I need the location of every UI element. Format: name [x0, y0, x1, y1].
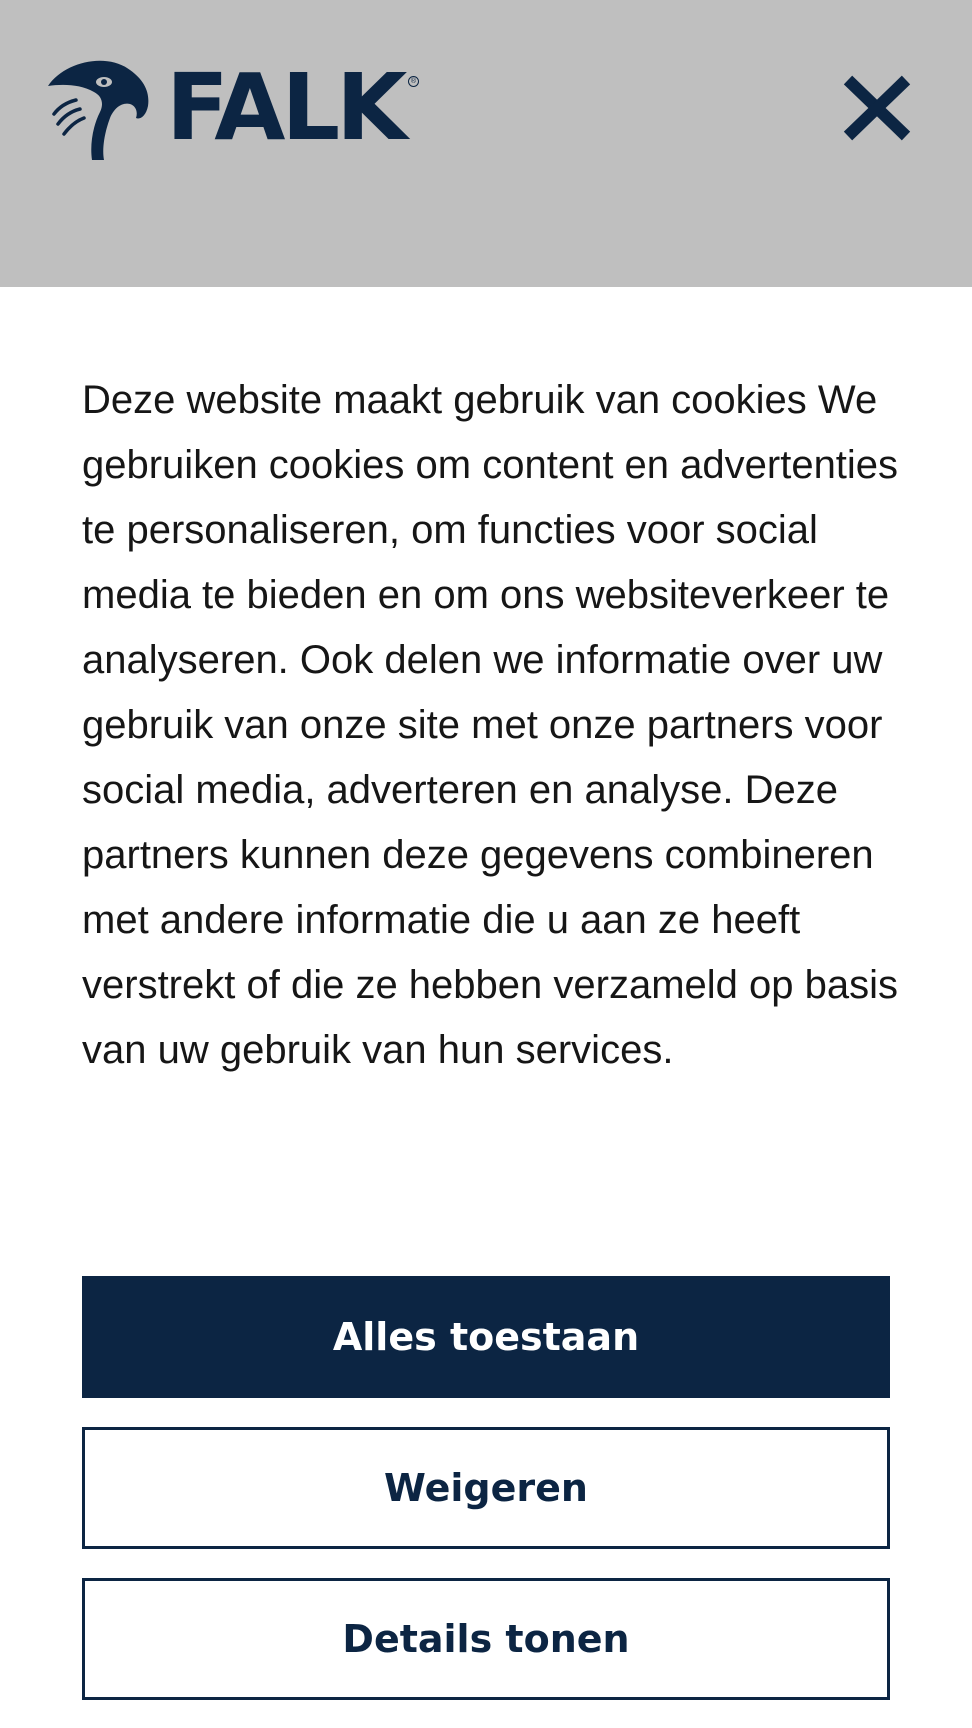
close-button[interactable]	[838, 74, 916, 142]
logo-wordmark: FALK	[166, 54, 404, 161]
falcon-head-icon	[44, 56, 156, 160]
falk-logo[interactable]	[44, 56, 444, 160]
registered-mark: ®	[408, 76, 419, 87]
show-details-button[interactable]: Details tonen	[82, 1578, 890, 1700]
cookie-notice	[82, 368, 902, 1083]
cookie-notice-text: Deze website maakt gebruik van cookies We gebruiken cookies om content en advertenties te personaliseren, om functies voor social media te bieden en om ons websiteverkeer te analyseren. Ook delen we informatie over uw gebruik van onze site met onze partners voor social media, adverteren en analyse. Deze partners kunnen deze gegevens combineren met andere informatie die u aan ze heeft verstrekt of die ze hebben verzameld op basis van uw gebruik van hun services.	[82, 378, 899, 1072]
close-icon	[838, 74, 916, 142]
allow-all-button[interactable]: Alles toestaan	[82, 1276, 890, 1398]
reject-button[interactable]: Weigeren	[82, 1427, 890, 1549]
header	[0, 0, 972, 287]
